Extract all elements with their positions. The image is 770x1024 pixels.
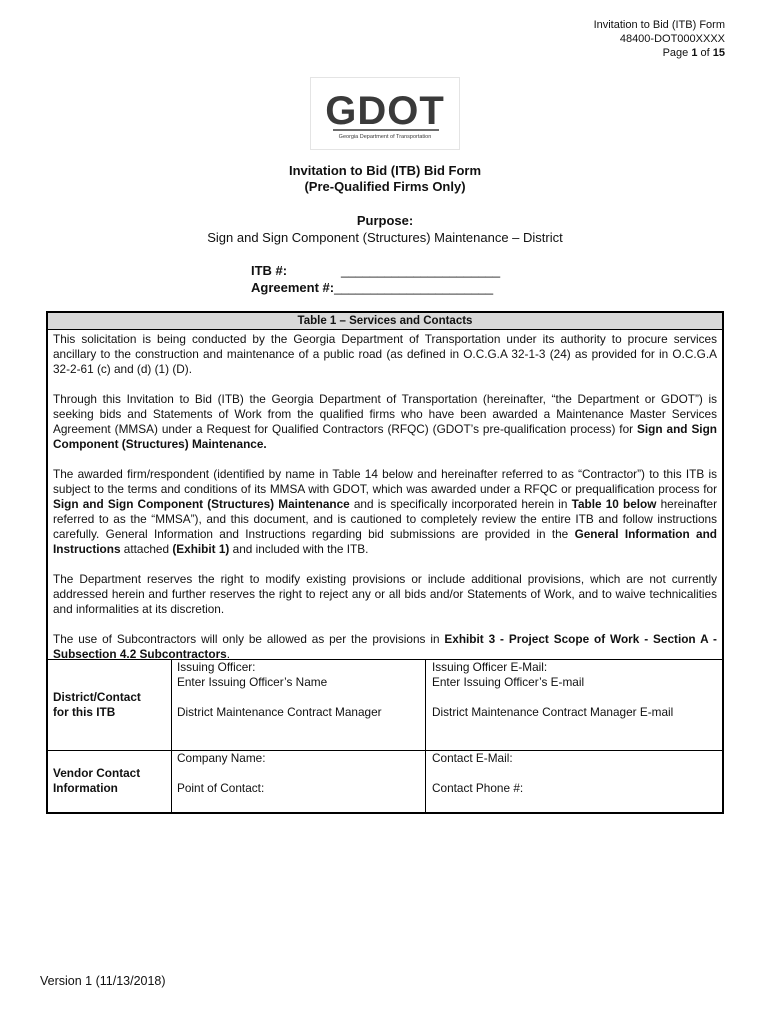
identifiers [251,262,500,296]
purpose-section [0,212,770,246]
purpose-label: Purpose: [356,213,414,228]
agreement-number-field[interactable]: ______________________ [334,280,494,295]
form-number: 48400-DOT000XXXX [619,33,725,45]
table1-header: Table 1 – Services and Contacts [48,313,722,330]
issuing-email-field[interactable]: Enter Issuing Officer’s E-mail [432,675,585,689]
company-name-field[interactable]: Company Name: [177,751,266,765]
point-of-contact-field[interactable]: Point of Contact: [177,781,265,795]
logo-wordmark: GDOT [325,89,445,133]
document-title [0,163,770,195]
issuing-email-cell [426,660,722,751]
vendor-contact-label-cell: Vendor Contact Information [48,751,172,813]
form-name: Invitation to Bid (ITB) Form [593,19,725,31]
itb-label: ITB #: [251,263,288,278]
district-manager-email-field[interactable]: District Maintenance Contract Manager E-mail [432,705,674,719]
table1-body [48,330,722,662]
district-manager-field[interactable]: District Maintenance Contract Manager [177,705,382,719]
logo-subtitle: Georgia Department of Transportation [338,134,432,140]
paragraph-authority: This solicitation is being conducted by the Georgia Department of Transportation under its authority to procure services ancillary to the construction and maintenance of a public road (as defined in O.C.G.A 32-1-3 (24) as provided for in O.C.G.A 32-2-61 (c) and (d) (1) (D). [53,332,717,376]
contact-phone-field[interactable]: Contact Phone #: [432,781,524,795]
issuing-officer-name-field[interactable]: Enter Issuing Officer’s Name [177,675,328,689]
issuing-officer-label: Issuing Officer: [177,660,256,674]
agreement-label: Agreement #: [251,280,335,295]
purpose-text: Sign and Sign Component (Structures) Maintenance – District [207,230,563,245]
contact-email-field[interactable]: Contact E-Mail: [432,751,513,765]
district-contact-label-cell: District/Contact for this ITB [48,660,172,751]
services-contacts-table [46,311,724,814]
gdot-logo [310,77,460,150]
itb-number-field[interactable]: ______________________ [341,263,501,278]
page-current: 1 [691,47,698,59]
page-total: 15 [712,47,725,59]
vendor-contact-cell [426,751,722,813]
issuing-email-label: Issuing Officer E-Mail: [432,660,548,674]
title-line-1: Invitation to Bid (ITB) Bid Form [288,163,482,178]
issuing-officer-cell [172,660,426,751]
paragraph-reservations: The Department reserves the right to modify existing provisions or include additional provisions, which are not currently addressed herein and further reserves the right to reject any or all bids and/or Statements of Work, and to waive technicalities and informalities at its discretion. [53,572,717,616]
paragraph-subcontractors: The use of Subcontractors will only be allowed as per the provisions in Exhibit 3 - Project Scope of Work - Section A - Subsection 4.2 Subcontractors. [53,632,717,661]
vendor-company-cell [172,751,426,813]
title-line-2: (Pre-Qualified Firms Only) [304,179,466,194]
version-footer: Version 1 (11/13/2018) [40,974,166,988]
page-indicator: Page 1 of 15 [662,47,725,59]
paragraph-itb-scope: Through this Invitation to Bid (ITB) the Georgia Department of Transportation (hereinafter, “the Department or GDOT”) is seeking bids and Statements of Work from the qualified firms who have been awarded a Maintenance Master Services Agreement (MMSA) under a Request for Qualified Contractors (RFQC) (GDOT’s pre-qualification process) for Sign and Sign Component (Structures) Maintenance. [53,392,718,451]
contact-grid [48,659,722,813]
form-header [594,18,725,60]
paragraph-awarded-firm: The awarded firm/respondent (identified by name in Table 14 below and hereinafter referred to as “Contractor”) to this ITB is subject to the terms and conditions of its MMSA with GDOT, which was awarded under a RFQC or prequalification process for Sign and Sign Component (Structures) Maintenance and is specifically incorporated herein in Table 10 below hereinafter referred to as the “MMSA”), and this document, and is cautioned to completely review the entire ITB and follow instructions carefully. General Information and Instructions regarding bid submissions are provided in the General Information and Instructions attached (Exhibit 1) and included with the ITB. [53,467,717,556]
